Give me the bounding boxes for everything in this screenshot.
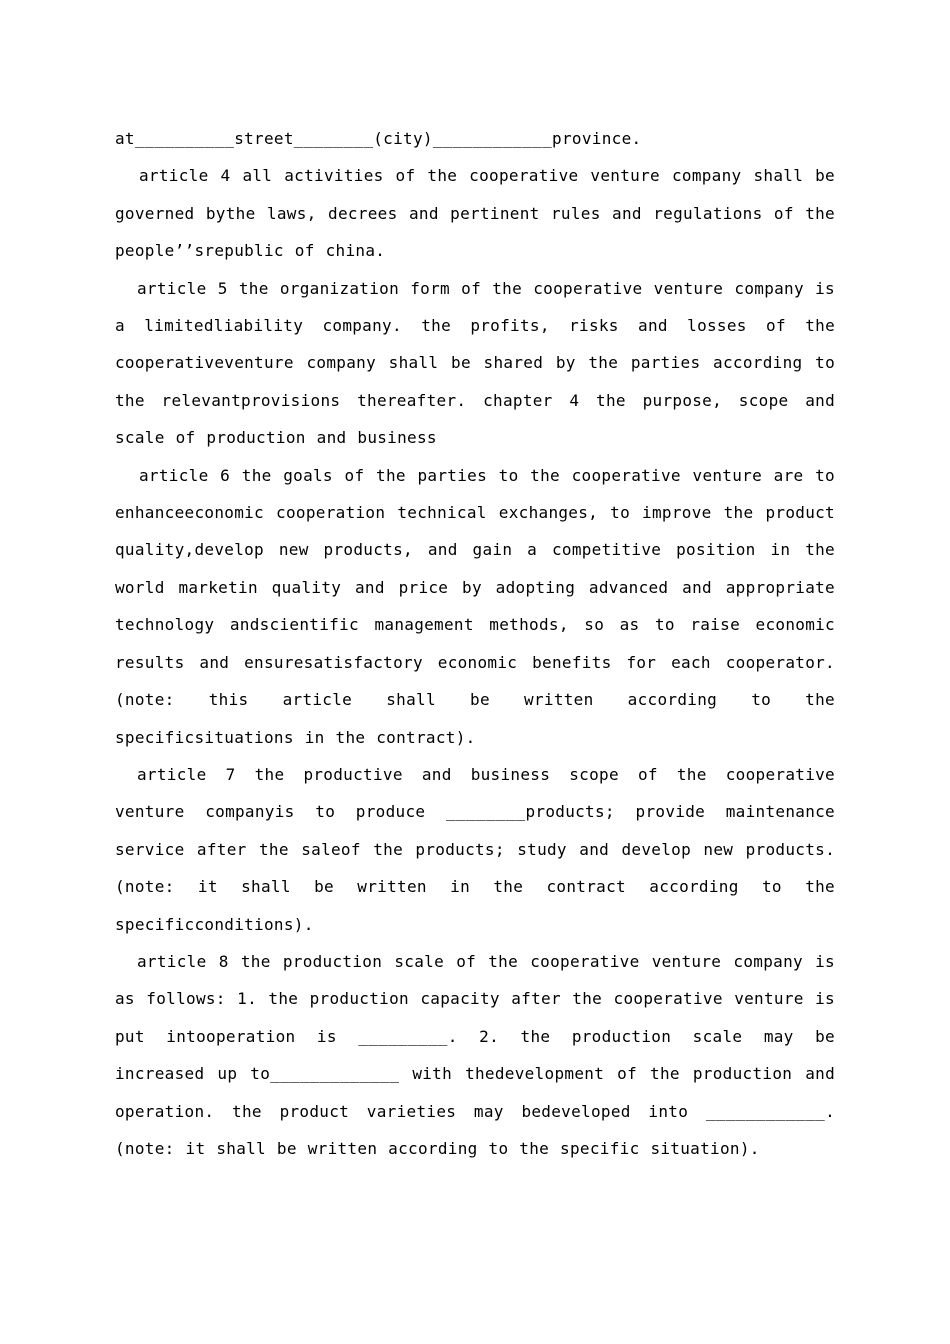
document-page — [115, 120, 835, 1167]
article-6: article 6 the goals of the parties to the cooperative venture are to enhanceeconomic cooperation technical exchanges, to improve the product quality,develop new products, and gain a competitive position in the world marketin quality and price by adopting advanced and appropriate technology andscientific management methods, so as to raise economic results and ensuresatisfactory economic benefits for each cooperator. (note: this article shall be written according to the specificsituations in the contract). — [115, 465, 835, 747]
article-5: article 5 the organization form of the cooperative venture company is a limitedliability company. the profits, risks and losses of the cooperativeventure company shall be shared by the parties according to the relevantprovisions thereafter. chapter 4 the purpose, scope and scale of production and business — [115, 278, 835, 448]
article-7: article 7 the productive and business scope of the cooperative venture companyis to produce ________products; provide maintenance service after the saleof the products; study and develop new products. (note: it shall be written in the contract according to the specificconditions). — [115, 764, 835, 934]
article-4: article 4 all activities of the cooperative venture company shall be governed bythe laws, decrees and pertinent rules and regulations of the people’’srepublic of china. — [115, 166, 835, 261]
address-line: at__________street________(city)____________province. — [115, 129, 642, 148]
article-8: article 8 the production scale of the cooperative venture company is as follows: 1. the production capacity after the cooperative venture is put intooperation is _________. 2. the production scale may be increased up to_____________ with thedevelopment of the production and operation. the product varieties may bedeveloped into ____________. (note: it shall be written according to the specific situation). — [115, 951, 835, 1158]
